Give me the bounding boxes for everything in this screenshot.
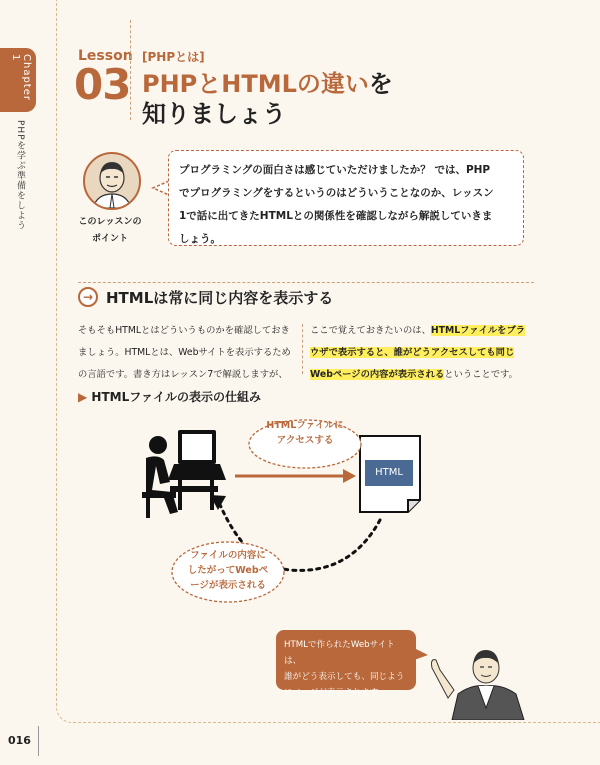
point-text-line: しょう。 [179,233,221,245]
caption-line: したがってWebペ [187,565,269,576]
body-line [310,342,532,364]
caption-line: HTMLファイルに [266,420,344,431]
body-left-column [78,320,300,386]
point-text-line: プログラミングの面白さは感じていただけましたか？ では、PHP [179,164,491,176]
point-text-line: でプログラミングをするというのはどういうことなのか、レッスン [179,187,494,199]
lesson-title-line2: 知りましょう [142,100,286,128]
author-portrait-icon [83,152,141,210]
access-arrow-icon [235,469,356,483]
tip-line: 誰がどう表示しても、同じよう [284,672,405,682]
tip-line: HTMLで作られたWebサイトは、 [284,640,395,666]
lesson-number: 03 [74,60,131,109]
body-line: ましょう。HTMLとは、Webサイトを表示するため [78,347,291,358]
caption-display [175,548,281,608]
point-text-line: 1で話に出てきたHTMLとの関係性を確認しながら解説していきま [179,210,493,222]
highlight-text: Webページの内容が表示される [310,369,445,380]
lesson-divider [130,20,131,120]
caption-access [250,418,360,468]
chapter-title: PHPを学ぶ準備をしよう [15,120,25,231]
highlight-text: HTMLファイルをブラ [430,325,526,336]
title-rest: を [368,70,393,98]
tip-bubble [276,630,416,698]
section-divider [78,282,534,283]
body-line: そもそもHTMLとはどういうものかを確認しておき [78,325,290,336]
bubble-tail [151,180,169,196]
caption-line: ージが表示される [190,580,266,591]
chapter-tab [0,48,36,112]
chapter-label: Chapter 1 [10,54,32,101]
tip-bubble-tail [414,648,428,662]
folio-divider [38,726,39,756]
triangle-icon: ▶ [78,390,88,404]
lesson-label: Lesson [78,48,133,64]
point-label-line2: ポイント [91,234,128,244]
body-line [310,364,532,386]
page-number: 016 [8,734,31,747]
lesson-topic: [PHPとは] [142,50,205,64]
body-line: の言語です。書き方はレッスン7で解説しますが、 [78,369,288,380]
section-title: HTMLは常に同じ内容を表示する [106,289,334,307]
body-text: ここで覚えておきたいのは、 [310,325,431,336]
teacher-illustration-icon [428,638,528,720]
highlight-text: ウザで表示すると、誰がどうアクセスしても同じ [310,347,515,358]
body-text: ということです。 [444,369,518,380]
caption-line: ファイルの内容に [190,550,266,561]
column-divider [302,324,303,374]
caption-line: アクセスする [276,435,334,446]
point-label-line1: このレッスンの [78,217,142,227]
person-at-computer-icon [142,430,226,518]
body-right-column [310,320,532,386]
tip-line: にページが表示されます。 [284,688,387,698]
arrow-circle-icon: → [78,287,98,307]
point-bubble [168,150,524,246]
diagram-subtitle-text: HTMLファイルの表示の仕組み [91,390,261,404]
point-label [72,214,148,248]
body-line [310,320,532,342]
html-doc-label: HTML [365,460,413,486]
title-accent: PHPとHTMLの違い [142,70,369,98]
